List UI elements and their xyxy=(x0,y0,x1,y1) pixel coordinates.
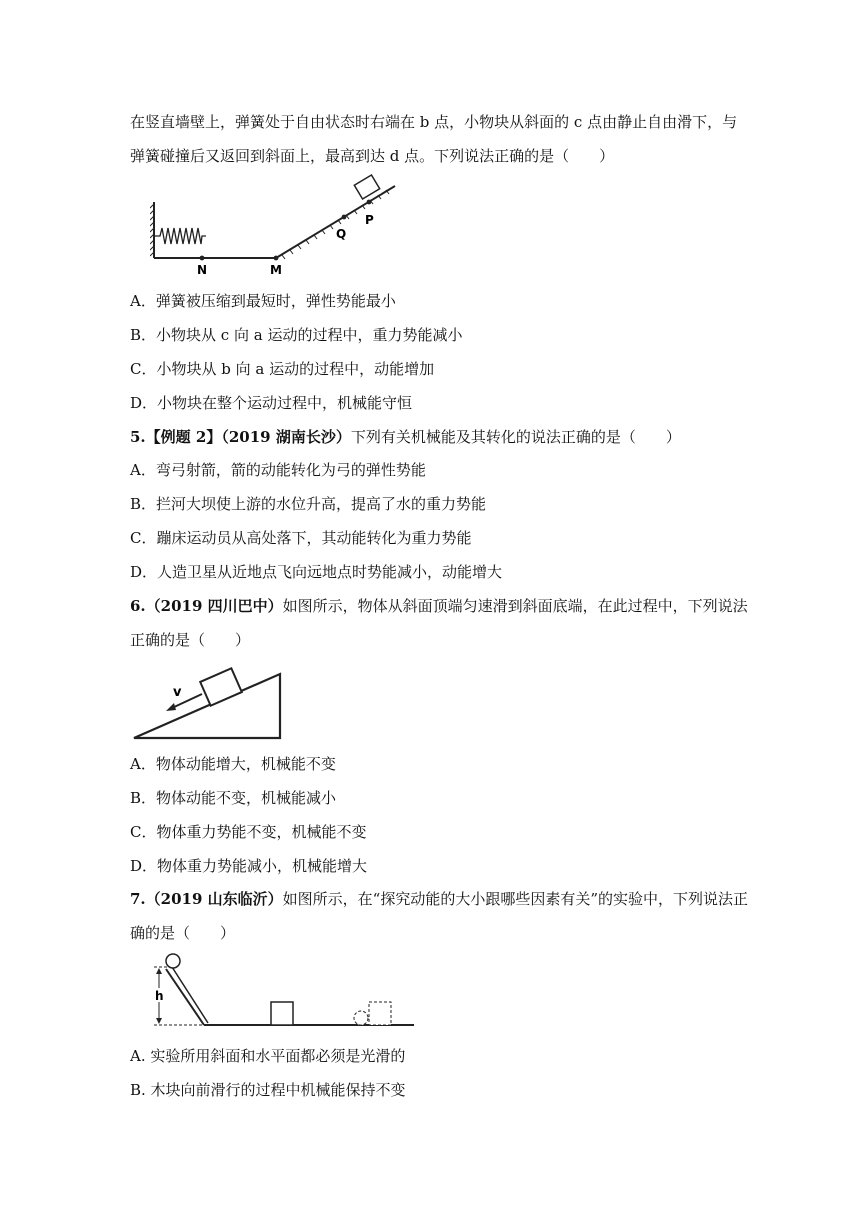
label-h: h xyxy=(155,989,164,1003)
q5-tag: 【例题 2】 xyxy=(145,428,222,446)
q4-option-b: B．小物块从 c 向 a 运动的过程中，重力势能减小 xyxy=(130,326,463,344)
q5-option-a: A．弯弓射箭，箭的动能转化为弓的弹性势能 xyxy=(130,461,426,479)
label-q: Q xyxy=(336,227,347,241)
q4-intro-line1: 在竖直墙壁上，弹簧处于自由状态时右端在 b 点，小物块从斜面的 c 点由静止自由滑下，与 xyxy=(130,113,738,131)
label-p: P xyxy=(365,213,374,227)
q7-experiment-figure xyxy=(148,950,418,1032)
q7-question-text: 如图所示，在“探究动能的大小跟哪些因素有关”的实验中，下列说法正 xyxy=(282,890,748,908)
q7-option-a: A. 实验所用斜面和水平面都必须是光滑的 xyxy=(130,1047,406,1065)
q5-option-b: B．拦河大坝使上游的水位升高，提高了水的重力势能 xyxy=(130,495,487,513)
q6-incline-figure xyxy=(130,656,290,744)
q6-source: （2019 四川巴中） xyxy=(145,597,283,615)
q7-option-b: B. 木块向前滑行的过程中机械能保持不变 xyxy=(130,1081,406,1099)
q6-option-d: D．物体重力势能减小，机械能增大 xyxy=(130,857,368,875)
q4-intro-line2: 弹簧碰撞后又返回到斜面上，最高到达 d 点。下列说法正确的是（ ） xyxy=(130,147,615,165)
q6-option-b: B．物体动能不变，机械能减小 xyxy=(130,789,337,807)
wooden-block xyxy=(271,1002,293,1025)
ball xyxy=(166,954,180,968)
q4-option-d: D．小物块在整个运动过程中，机械能守恒 xyxy=(130,394,413,412)
q7-stem-line2: 确的是（ ） xyxy=(130,924,236,942)
q5-stem xyxy=(130,427,681,447)
q6-number: 6. xyxy=(130,597,146,615)
q5-question-text: 下列有关机械能及其转化的说法正确的是（ ） xyxy=(350,428,681,446)
label-m: M xyxy=(270,263,282,277)
q5-option-c: C．蹦床运动员从高处落下，其动能转化为重力势能 xyxy=(130,529,472,547)
label-n: N xyxy=(197,263,208,277)
q7-stem-line1 xyxy=(130,889,748,909)
q7-number: 7. xyxy=(130,890,146,908)
q6-option-c: C．物体重力势能不变，机械能不变 xyxy=(130,823,367,841)
q5-number: 5. xyxy=(130,428,146,446)
q5-source: （2019 湖南长沙） xyxy=(221,428,351,446)
label-v: v xyxy=(173,685,182,700)
q4-option-c: C．小物块从 b 向 a 运动的过程中，动能增加 xyxy=(130,360,435,378)
q7-source: （2019 山东临沂） xyxy=(145,890,283,908)
spring xyxy=(154,228,206,244)
block xyxy=(354,175,379,199)
q4-option-a: A．弹簧被压缩到最短时，弹性势能最小 xyxy=(130,292,396,310)
q6-question-text: 如图所示，物体从斜面顶端匀速滑到斜面底端，在此过程中，下列说法 xyxy=(282,597,748,615)
q6-option-a: A．物体动能增大，机械能不变 xyxy=(130,755,336,773)
q5-option-d: D．人造卫星从近地点飞向远地点时势能减小，动能增大 xyxy=(130,563,503,581)
q6-stem-line1 xyxy=(130,596,748,616)
q4-spring-incline-figure xyxy=(150,168,410,280)
q6-stem-line2: 正确的是（ ） xyxy=(130,631,251,649)
